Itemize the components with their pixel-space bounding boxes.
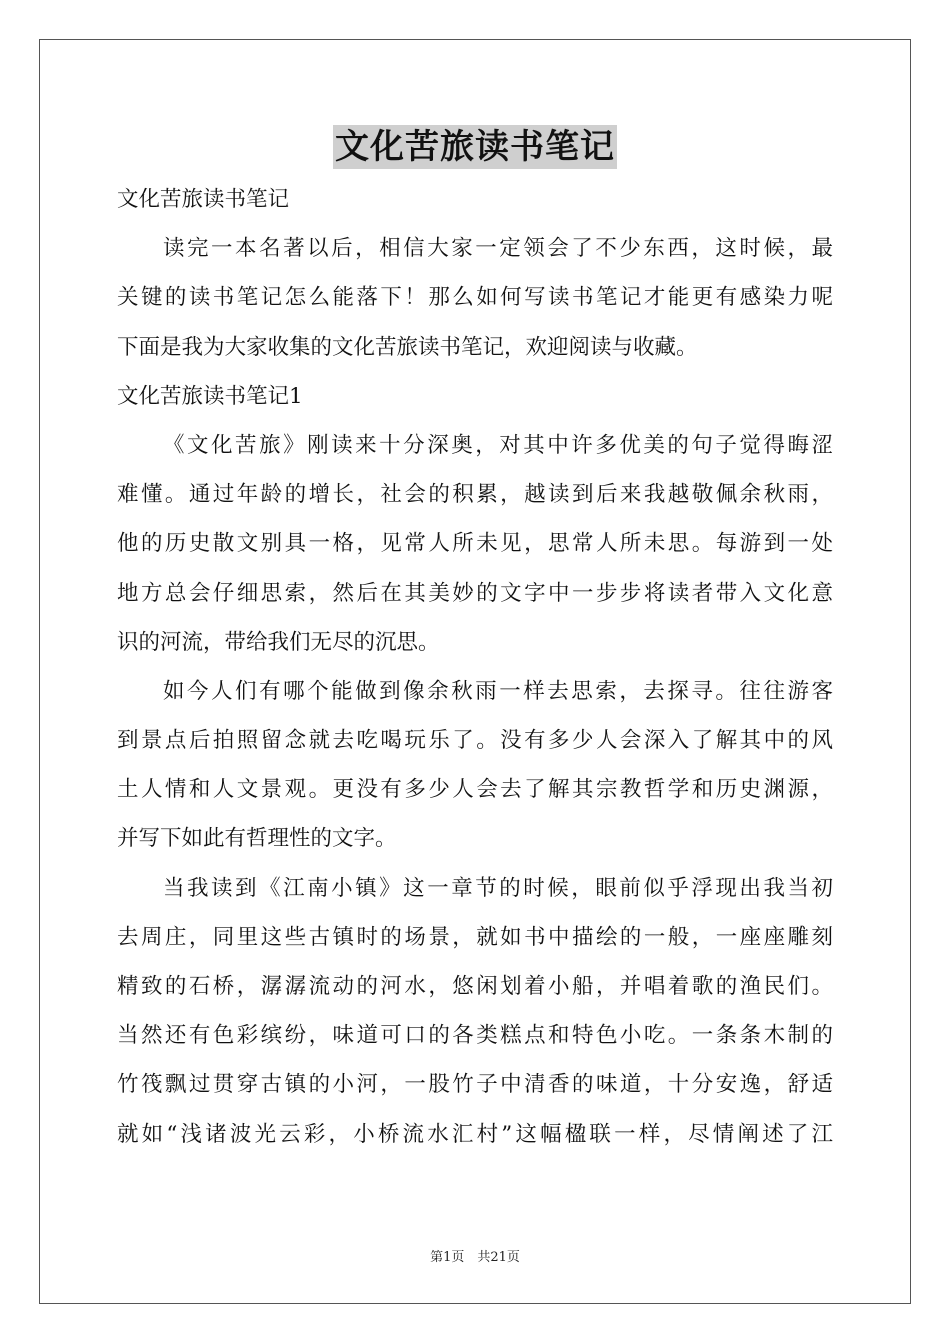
paragraph-line: 当我读到《江南小镇》这一章节的时候，眼前似乎浮现出我当初 [163, 875, 833, 901]
paragraph-line: 地方总会仔细思索，然后在其美妙的文字中一步步将读者带入文化意 [117, 580, 833, 606]
paragraph-line: 关键的读书笔记怎么能落下！那么如何写读书笔记才能更有感染力呢 [117, 285, 833, 311]
page-title: 文化苦旅读书笔记 [335, 127, 615, 167]
paragraph-line: 竹筏飘过贯穿古镇的小河，一股竹子中清香的味道，十分安逸，舒适 [117, 1072, 833, 1098]
paragraph-line: 识的河流，带给我们无尽的沉思。 [117, 629, 440, 655]
page-footer: 第1页 共21页 [430, 1250, 520, 1265]
paragraph-line: 精致的石桥，潺潺流动的河水，悠闲划着小船，并唱着歌的渔民们。 [117, 974, 833, 999]
subtitle-line: 文化苦旅读书笔记 [117, 187, 290, 212]
title-block [0, 125, 950, 169]
paragraph-line: 难懂。通过年龄的增长，社会的积累，越读到后来我越敬佩余秋雨， [117, 482, 833, 508]
paragraph-line: 土人情和人文景观。更没有多少人会去了解其宗教哲学和历史渊源， [117, 777, 833, 803]
body-text [117, 175, 833, 1159]
paragraph-line: 当然还有色彩缤纷，味道可口的各类糕点和特色小吃。一条条木制的 [117, 1023, 833, 1049]
section-heading: 文化苦旅读书笔记1 [117, 383, 303, 409]
paragraph-line: 他的历史散文别具一格，见常人所未见，思常人所未思。每游到一处 [117, 531, 833, 557]
paragraph-line: 到景点后拍照留念就去吃喝玩乐了。没有多少人会深入了解其中的风 [117, 728, 833, 754]
paragraph-line: 就如“浅诸波光云彩，小桥流水汇村”这幅楹联一样，尽情阐述了江 [117, 1121, 833, 1147]
paragraph-line: 如今人们有哪个能做到像余秋雨一样去思索，去探寻。往往游客 [163, 678, 833, 704]
paragraph-line: 并写下如此有哲理性的文字。 [117, 826, 397, 852]
paragraph-line: 去周庄，同里这些古镇时的场景，就如书中描绘的一般，一座座雕刻 [117, 924, 833, 950]
paragraph-line: 下面是我为大家收集的文化苦旅读书笔记，欢迎阅读与收藏。 [117, 334, 698, 360]
paragraph-line: 《文化苦旅》刚读来十分深奥，对其中许多优美的句子觉得晦涩 [163, 432, 833, 458]
paragraph-line: 读完一本名著以后，相信大家一定领会了不少东西，这时候，最 [163, 236, 833, 262]
